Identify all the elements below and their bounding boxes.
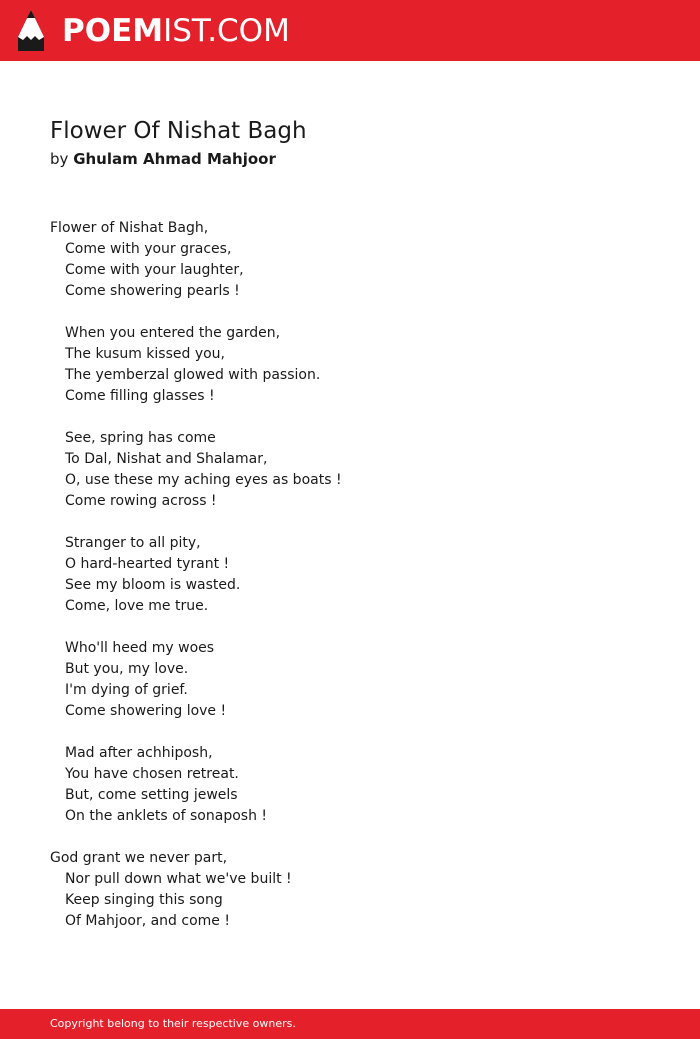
poem-line: Mad after achhiposh, (65, 745, 213, 761)
stanza-break (50, 512, 342, 533)
poem-line: Come showering pearls ! (65, 283, 240, 299)
poem-line: Flower of Nishat Bagh, (50, 220, 209, 236)
poem-body (50, 218, 342, 932)
poem-line: O hard-hearted tyrant ! (65, 556, 230, 572)
poem-line: Who'll heed my woes (65, 640, 215, 656)
poem-line: But you, my love. (65, 661, 189, 677)
poem-byline (50, 148, 276, 170)
site-footer (0, 1009, 700, 1039)
poem-line: When you entered the garden, (65, 325, 281, 341)
poem-line: But, come setting jewels (65, 787, 238, 803)
by-label: by (50, 150, 69, 168)
poem-line: O, use these my aching eyes as boats ! (65, 472, 342, 488)
poem-line: I'm dying of grief. (65, 682, 188, 698)
stanza-break (50, 722, 342, 743)
site-header (0, 0, 700, 61)
poem-line: On the anklets of sonaposh ! (65, 808, 268, 824)
poem-line: Come showering love ! (65, 703, 227, 719)
poem-line: The kusum kissed you, (65, 346, 226, 362)
logo-light-text: IST.COM (163, 13, 290, 49)
poem-line: Come filling glasses ! (65, 388, 215, 404)
poem-line: See my bloom is wasted. (65, 577, 241, 593)
poem-line: Of Mahjoor, and come ! (65, 913, 230, 929)
poem-line: Come, love me true. (65, 598, 209, 614)
site-logo[interactable] (62, 11, 290, 51)
poem-line: Keep singing this song (65, 892, 223, 908)
stanza-break (50, 407, 342, 428)
logo-bold-text: POEM (62, 13, 164, 49)
poem-line: God grant we never part, (50, 850, 228, 866)
poem-line: Stranger to all pity, (65, 535, 201, 551)
poem-title: Flower Of Nishat Bagh (50, 118, 307, 144)
poem-line: To Dal, Nishat and Shalamar, (65, 451, 268, 467)
poem-line: Nor pull down what we've built ! (65, 871, 292, 887)
poem-line: See, spring has come (65, 430, 216, 446)
poem-line: Come with your graces, (65, 241, 232, 257)
copyright-text: Copyright belong to their respective owners. (50, 1017, 296, 1030)
stanza-break (50, 617, 342, 638)
pencil-tip-icon (17, 9, 45, 52)
poem-line: Come with your laughter, (65, 262, 244, 278)
poem-line: The yemberzal glowed with passion. (65, 367, 321, 383)
stanza-break (50, 827, 342, 848)
poem-line: You have chosen retreat. (65, 766, 239, 782)
poem-line: Come rowing across ! (65, 493, 217, 509)
stanza-break (50, 302, 342, 323)
author-name: Ghulam Ahmad Mahjoor (73, 150, 276, 168)
